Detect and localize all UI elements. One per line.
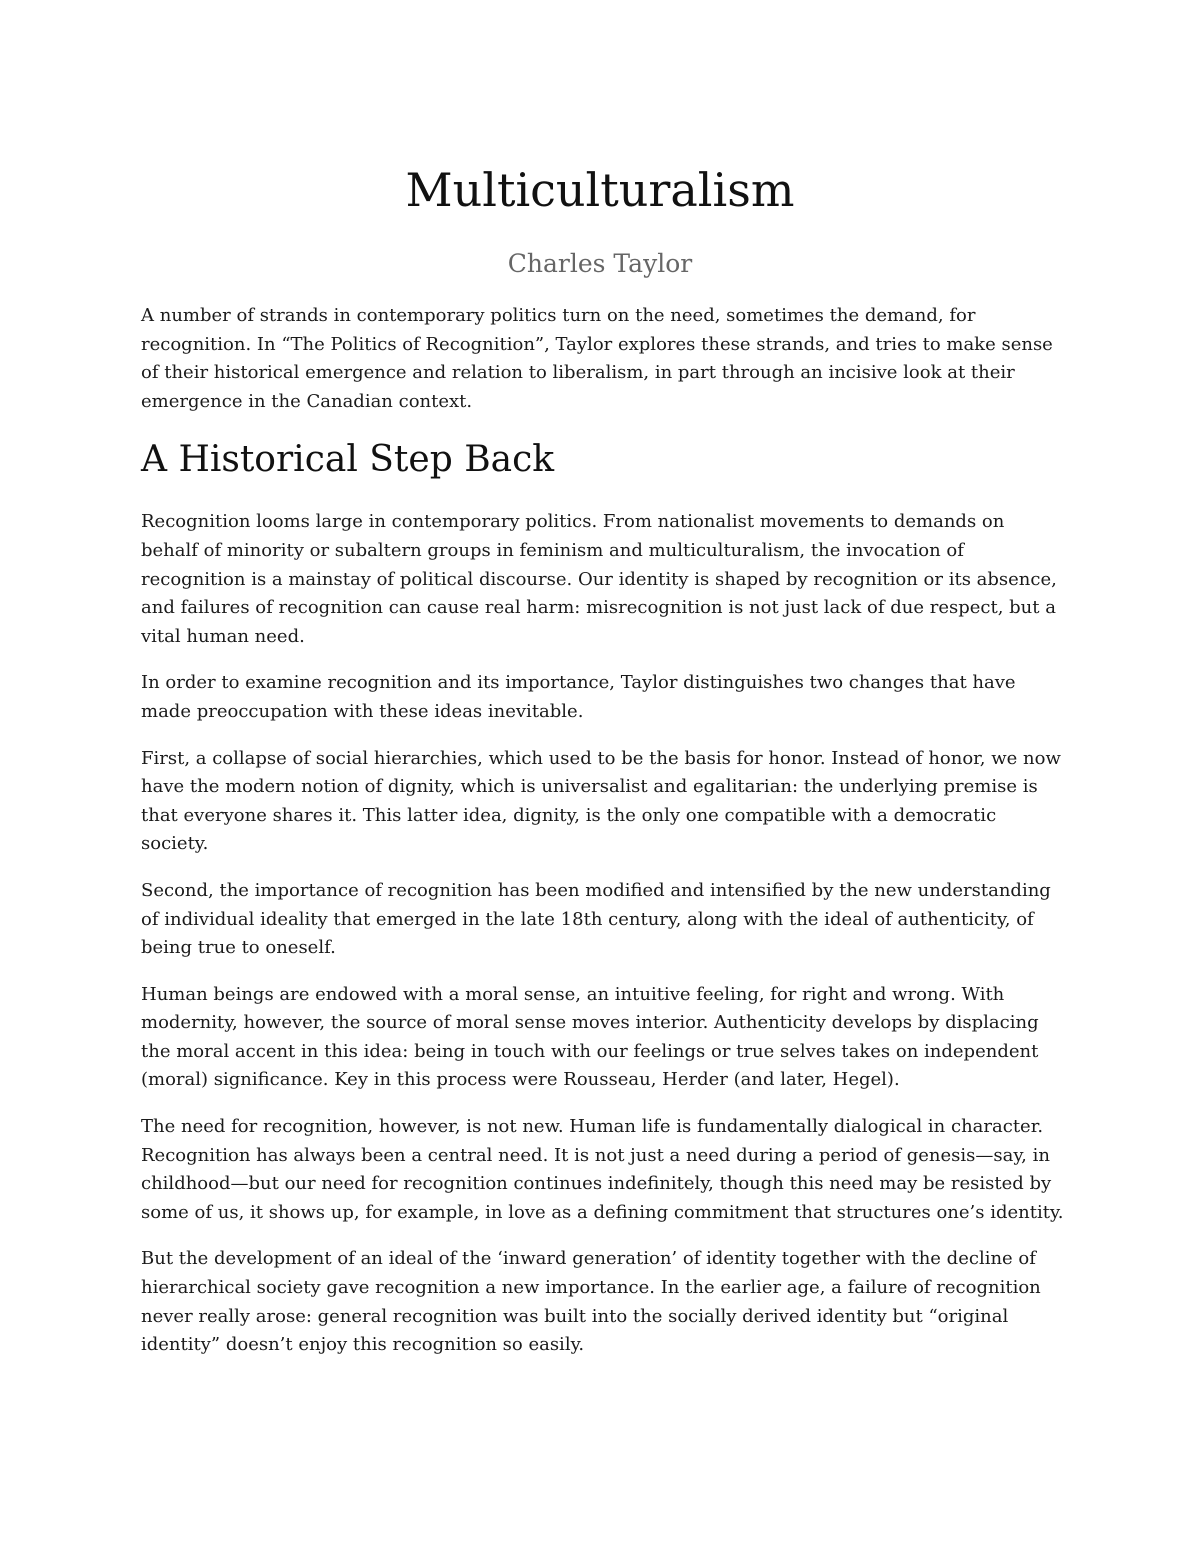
intro-paragraph: A number of strands in contemporary politics turn on the need, sometimes the demand, for recognition. In “The Politics of Recognition”, Taylor explores these strands, and tries to make sense of their historical emergence and relation to liberalism, in part through an incisive look at their emergence in the Canadian context.: [141, 305, 1053, 412]
body-paragraph-2: In order to examine recognition and its importance, Taylor distinguishes two changes that have made preoccupation with these ideas inevitable.: [141, 672, 1016, 722]
document-author: Charles Taylor: [507, 249, 693, 278]
document-title: Multiculturalism: [405, 163, 795, 217]
body-paragraph-1: Recognition looms large in contemporary politics. From nationalist movements to demands on behalf of minority or subaltern groups in feminism and multiculturalism, the invocation of recognition is a mainstay of political discourse. Our identity is shaped by recognition or its absence, and failures of recognition can cause real harm: misrecognition is not just lack of due respect, but a vital human need.: [141, 511, 1057, 647]
body-paragraph-3: First, a collapse of social hierarchies, which used to be the basis for honor. Instead of honor, we now have the modern notion of dignity, which is universalist and egalitarian: the underlying premise is that everyone shares it. This latter idea, dignity, is the only one compatible with a democratic society.: [141, 747, 1061, 855]
body-paragraph-5: Human beings are endowed with a moral sense, an intuitive feeling, for right and wrong. With modernity, however, the source of moral sense moves interior. Authenticity develops by displacing the moral accent in this idea: being in touch with our feelings or true selves takes on independent (moral) significance. Key in this process were Rousseau, Herder (and later, Hegel).: [141, 983, 1039, 1091]
section-heading: A Historical Step Back: [141, 439, 555, 481]
document-body: [141, 302, 1065, 1360]
body-paragraph-4: Second, the importance of recognition has been modified and intensified by the new understanding of individual ideality that emerged in the late 18th century, along with the ideal of authenticity, of being true to oneself.: [141, 879, 1051, 959]
body-paragraph-6: The need for recognition, however, is not new. Human life is fundamentally dialogical in character. Recognition has always been a central need. It is not just a need during a period of genesis—say, in childhood—but our need for recognition continues indefinitely, though this need may be resisted by some of us, it shows up, for example, in love as a defining commitment that structures one’s identity.: [141, 1116, 1064, 1223]
body-paragraph-7: But the development of an ideal of the ‘inward generation’ of identity together with the decline of hierarchical society gave recognition a new importance. In the earlier age, a failure of recognition never really arose: general recognition was built into the socially derived identity but “original identity” doesn’t enjoy this recognition so easily.: [141, 1248, 1041, 1356]
